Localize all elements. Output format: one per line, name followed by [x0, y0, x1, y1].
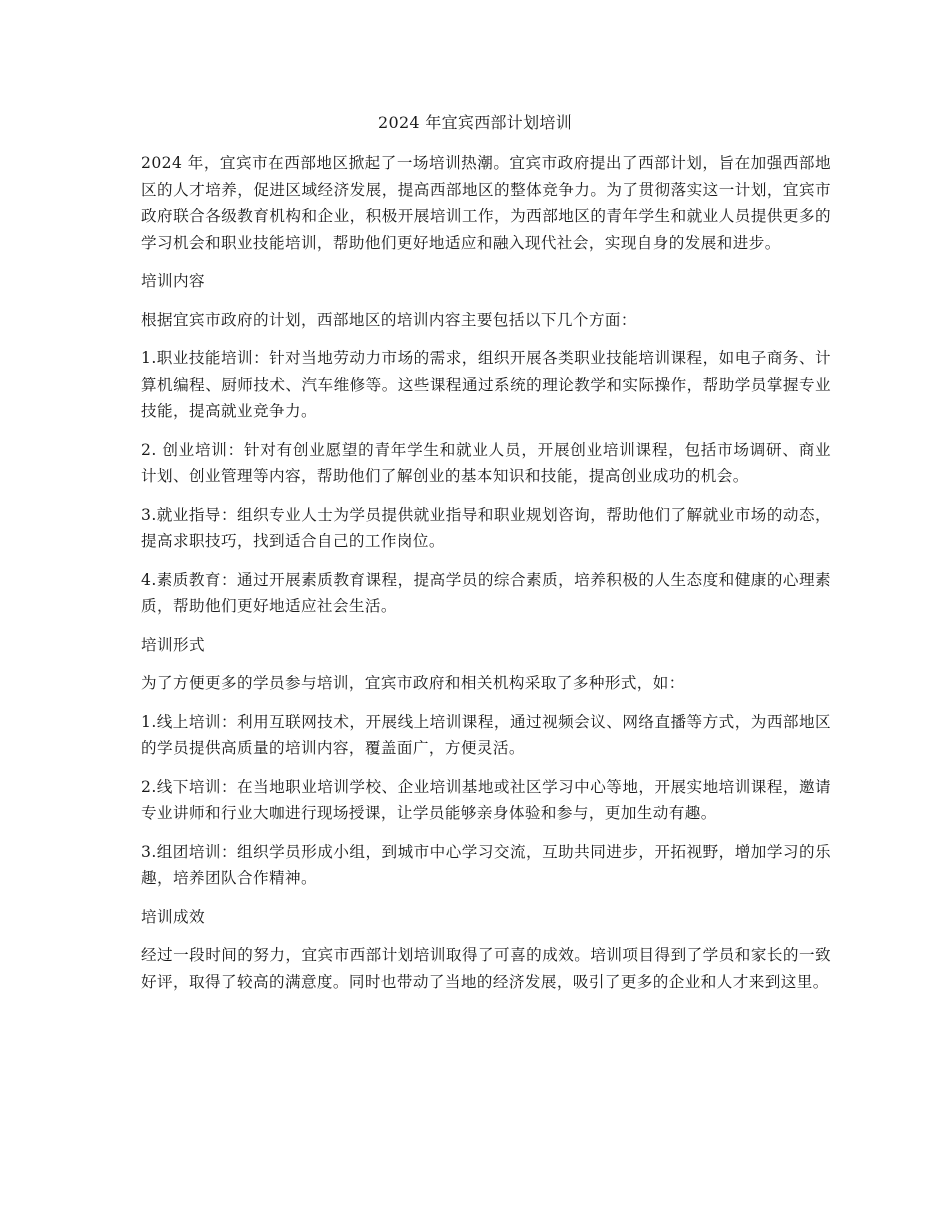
list-item: 2. 创业培训：针对有创业愿望的青年学生和就业人员，开展创业培训课程，包括市场调研、商业计划、创业管理等内容，帮助他们了解创业的基本知识和技能，提高创业成功的机会。	[141, 440, 831, 485]
section-lead-format: 为了方便更多的学员参与培训，宜宾市政府和相关机构采取了多种形式，如：	[141, 674, 685, 692]
document-title: 2024 年宜宾西部计划培训	[377, 113, 572, 132]
section-heading-content: 培训内容	[141, 272, 205, 290]
intro-paragraph: 2024 年，宜宾市在西部地区掀起了一场培训热潮。宜宾市政府提出了西部计划，旨在加强西部地区的人才培养，促进区域经济发展，提高西部地区的整体竞争力。为了贯彻落实这一计划，宜宾市政府联合各级教育机构和企业，积极开展培训工作，为西部地区的青年学生和就业人员提供更多的学习机会和职业技能培训，帮助他们更好地适应和融入现代社会，实现自身的发展和进步。	[141, 154, 831, 252]
list-item: 3.就业指导：组织专业人士为学员提供就业指导和职业规划咨询，帮助他们了解就业市场的动态，提高求职技巧，找到适合自己的工作岗位。	[141, 505, 831, 550]
section-heading-results: 培训成效	[141, 907, 205, 926]
list-item: 4.素质教育：通过开展素质教育课程，提高学员的综合素质，培养积极的人生态度和健康的心理素质，帮助他们更好地适应社会生活。	[141, 570, 831, 615]
list-item: 3.组团培训：组织学员形成小组，到城市中心学习交流，互助共同进步，开拓视野，增加学习的乐趣，培养团队合作精神。	[141, 842, 831, 887]
list-item: 1.职业技能培训：针对当地劳动力市场的需求，组织开展各类职业技能培训课程，如电子商务、计算机编程、厨师技术、汽车维修等。这些课程通过系统的理论教学和实际操作，帮助学员掌握专业技能，提高就业竞争力。	[141, 349, 831, 420]
list-item: 1.线上培训：利用互联网技术，开展线上培训课程，通过视频会议、网络直播等方式，为西部地区的学员提供高质量的培训内容，覆盖面广，方便灵活。	[141, 712, 831, 757]
results-paragraph: 经过一段时间的努力，宜宾市西部计划培训取得了可喜的成效。培训项目得到了学员和家长的一致好评，取得了较高的满意度。同时也带动了当地的经济发展，吸引了更多的企业和人才来到这里。	[141, 946, 831, 991]
document-body	[141, 150, 831, 1007]
list-item: 2.线下培训：在当地职业培训学校、企业培训基地或社区学习中心等地，开展实地培训课程，邀请专业讲师和行业大咖进行现场授课，让学员能够亲身体验和参与，更加生动有趣。	[141, 777, 831, 822]
section-heading-format: 培训形式	[141, 635, 205, 654]
section-lead-content: 根据宜宾市政府的计划，西部地区的培训内容主要包括以下几个方面：	[141, 310, 637, 329]
